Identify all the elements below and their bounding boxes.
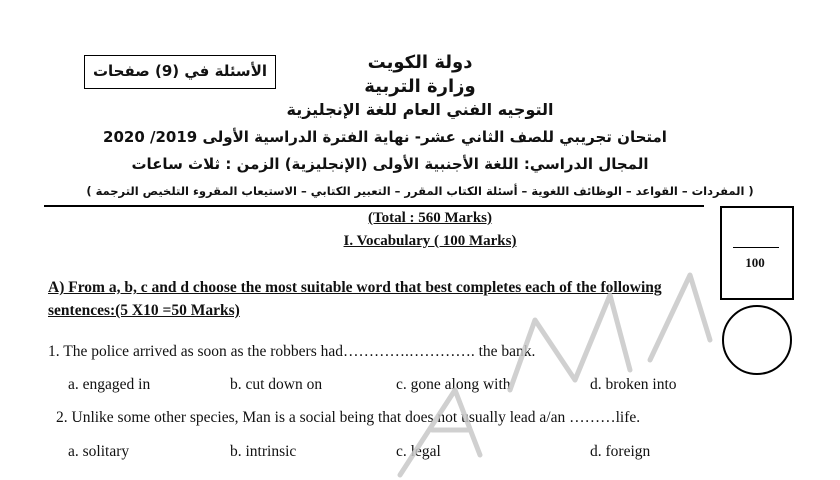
total-marks: (Total : 560 Marks) xyxy=(367,210,493,226)
pages-count-box xyxy=(84,55,276,89)
skills-line: ( المفردات – القواعد – الوظائف اللغوية – أسئلة الكتاب المقرر – التعبير الكتابي – الاستيعاب المقروء التلخيص الترجمة ) xyxy=(86,184,754,198)
ministry-name: وزارة التربية xyxy=(364,76,476,97)
q2-option-a: a. solitary xyxy=(68,443,130,460)
header-divider xyxy=(44,205,704,207)
department-name: التوجيه الفني العام للغة الإنجليزية xyxy=(286,100,554,119)
subject-line: المجال الدراسي: اللغة الأجنبية الأولى (الإنجليزية) الزمن : ثلاث ساعات xyxy=(131,155,649,173)
instruction-text: A) From a, b, c and d choose the most suitable word that best completes each of the following sentences:(5 X10 =50 Marks) xyxy=(48,279,662,319)
country-name: دولة الكويت xyxy=(367,52,473,73)
q2-option-d: d. foreign xyxy=(590,443,651,460)
score-circle xyxy=(722,305,792,375)
q1-option-c: c. gone along with xyxy=(396,376,511,393)
q1-option-b: b. cut down on xyxy=(230,376,323,393)
q2-option-c: c. legal xyxy=(396,443,441,460)
section-marks-value: 100 xyxy=(745,255,765,270)
marks-box-line xyxy=(733,247,779,248)
pages-count-label: الأسئلة في (9) صفحات xyxy=(92,62,267,80)
section-title: I. Vocabulary ( 100 Marks) xyxy=(343,233,517,249)
section-marks-box xyxy=(720,206,794,300)
question-2: 2. Unlike some other species, Man is a social being that does not usually lead a/an ………life. xyxy=(56,409,641,426)
question-1: 1. The police arrived as soon as the robbers had………….…………. the bank. xyxy=(48,343,536,360)
q2-option-b: b. intrinsic xyxy=(230,443,297,460)
q1-option-d: d. broken into xyxy=(590,376,677,393)
exam-title: امتحان تجريبي للصف الثاني عشر- نهاية الفترة الدراسية الأولى 2019/ 2020 xyxy=(103,128,667,146)
q1-option-a: a. engaged in xyxy=(68,376,151,393)
